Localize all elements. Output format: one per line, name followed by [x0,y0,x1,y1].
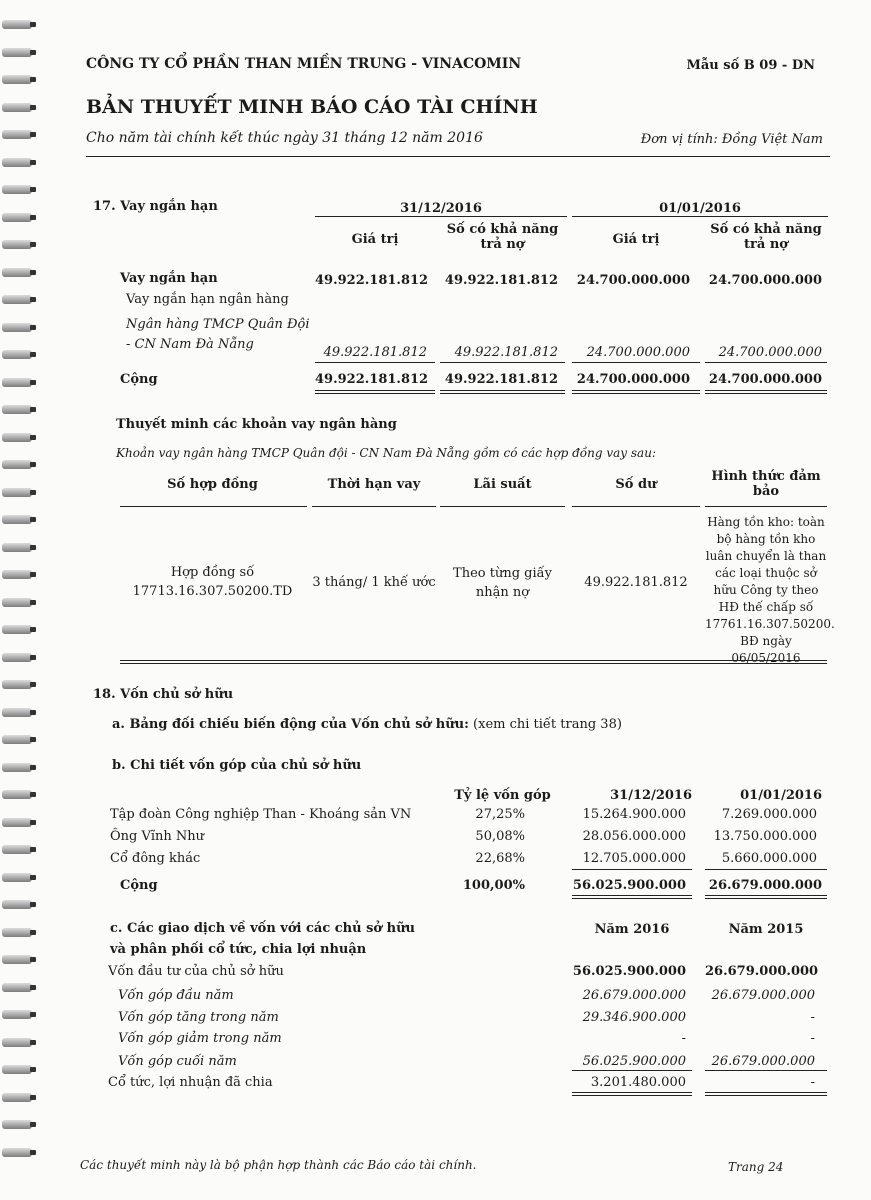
section-17-title: 17. Vay ngắn hạn [93,199,218,214]
s17-sum-line-2 [440,362,565,363]
spiral-ring [2,295,32,304]
s18-b-h-ratio: Tỷ lệ vốn góp [454,788,551,803]
s17-sum-line-1 [315,362,435,363]
s18-c-sum-line-1 [572,1070,692,1071]
s17-total-dbl-4 [705,390,827,394]
spiral-ring [2,433,32,442]
s18-b-title: b. Chi tiết vốn góp của chủ sở hữu [112,758,362,773]
s17-col-pay-1: Số có khả năng trả nợ [446,222,559,252]
b-row-v2: 13.750.000.000 [713,829,817,844]
s17-row-main-label: Vay ngắn hạn [120,271,218,286]
b-row-v1: 12.705.000.000 [582,851,686,866]
s17-notes-intro: Khoản vay ngân hàng TMCP Quân đội - CN Nam Đà Nẵng gồm có các hợp đồng vay sau: [116,446,656,460]
loan-head-line-1 [120,506,307,507]
spiral-ring [2,48,32,57]
spiral-ring [2,625,32,634]
spiral-ring [2,570,32,579]
loan-balance: 49.922.181.812 [584,575,688,590]
s17-total-v1: 49.922.181.812 [315,372,429,387]
s17-total-dbl-2 [440,390,565,394]
spiral-ring [2,378,32,387]
currency-unit: Đơn vị tính: Đồng Việt Nam [640,132,823,147]
spiral-ring [2,213,32,222]
s17-row-main-v4: 24.700.000.000 [708,273,822,288]
loan-h-balance: Số dư [615,477,657,492]
section-18-title: 18. Vốn chủ sở hữu [93,687,234,702]
s18-b-sum-line-2 [705,869,827,870]
c-row-label: Cổ tức, lợi nhuận đã chia [108,1075,273,1090]
s18-b-total-v2: 26.679.000.000 [708,878,822,893]
s17-date2-line [572,216,828,217]
s18-c-total-dbl-1 [572,1092,692,1096]
footer-note: Các thuyết minh này là bộ phận hợp thành các Báo cáo tài chính. [80,1158,477,1172]
s17-bank-v3: 24.700.000.000 [586,345,690,360]
b-row-ratio: 22,68% [475,851,525,866]
s17-col-value-2: Giá trị [612,232,660,247]
spiral-ring [2,598,32,607]
spiral-binding [0,0,40,1200]
b-row-v1: 28.056.000.000 [582,829,686,844]
c-row-v1: 26.679.000.000 [582,988,686,1003]
s17-date1: 31/12/2016 [400,201,482,216]
s17-bank-label-2: - CN Nam Đà Nẵng [126,337,254,352]
spiral-ring [2,1120,32,1129]
spiral-ring [2,515,32,524]
spiral-ring [2,763,32,772]
s18-c-title-1: c. Các giao dịch về vốn với các chủ sở hữu [110,921,415,936]
spiral-ring [2,75,32,84]
c-row-v1: 29.346.900.000 [582,1010,686,1025]
loan-collateral: Hàng tồn kho: toàn bộ hàng tồn kho luân chuyển là than các loại thuộc sở hữu Công ty theo HĐ thế chấp số 17761.16.307.50200. BĐ ngày 06/05/2016 [705,515,835,665]
s17-bank-label-1: Ngân hàng TMCP Quân Đội [126,317,310,332]
spiral-ring [2,873,32,882]
s18-c-h-2015: Năm 2015 [728,922,804,937]
loan-table-bottom [120,660,827,664]
loan-h-rate: Lãi suất [473,477,532,492]
spiral-ring [2,460,32,469]
s17-total-dbl-3 [572,390,700,394]
s18-b-sum-line-1 [572,869,692,870]
c-row-v2: 26.679.000.000 [711,988,815,1003]
spiral-ring [2,323,32,332]
report-period: Cho năm tài chính kết thúc ngày 31 tháng 12 năm 2016 [86,130,483,146]
c-row-v2: - [810,1010,815,1025]
c-row-v1: 3.201.480.000 [590,1075,686,1090]
spiral-ring [2,268,32,277]
header-divider [86,156,830,157]
spiral-ring [2,653,32,662]
spiral-ring [2,680,32,689]
s18-b-total-label: Cộng [120,878,158,893]
c-row-v2: - [810,1031,815,1046]
spiral-ring [2,103,32,112]
spiral-ring [2,1038,32,1047]
s18-b-h-date1: 31/12/2016 [610,788,692,803]
c-row-v2: 26.679.000.000 [705,964,819,979]
s18-b-total-v1: 56.025.900.000 [572,878,686,893]
s17-notes-title: Thuyết minh các khoản vay ngân hàng [116,417,397,432]
spiral-ring [2,983,32,992]
s17-sum-line-4 [705,362,827,363]
s18-c-title-2: và phân phối cổ tức, chia lợi nhuận [110,942,367,957]
loan-head-line-3 [440,506,565,507]
loan-contract: Hợp đồng số 17713.16.307.50200.TD [132,565,293,599]
spiral-ring [2,845,32,854]
loan-h-contract: Số hợp đồng [167,477,258,492]
spiral-ring [2,488,32,497]
s17-total-v2: 49.922.181.812 [444,372,558,387]
s18-b-total-dbl-2 [705,895,827,899]
spiral-ring [2,818,32,827]
s18-c-total-dbl-2 [705,1092,827,1096]
loan-head-line-4 [572,506,700,507]
page-title: BẢN THUYẾT MINH BÁO CÁO TÀI CHÍNH [86,96,538,118]
s17-bank-v4: 24.700.000.000 [718,345,822,360]
spiral-ring [2,790,32,799]
spiral-ring [2,708,32,717]
spiral-ring [2,955,32,964]
spiral-ring [2,1010,32,1019]
spiral-ring [2,900,32,909]
b-row-ratio: 27,25% [475,807,525,822]
s18-a-title: a. Bảng đối chiếu biến động của Vốn chủ sở hữu: [112,717,469,732]
s17-row-sub-label: Vay ngắn hạn ngân hàng [126,292,289,307]
spiral-ring [2,1065,32,1074]
s17-sum-line-3 [572,362,700,363]
s18-c-sum-line-2 [705,1070,827,1071]
spiral-ring [2,20,32,29]
spiral-ring [2,1093,32,1102]
s17-row-main-v3: 24.700.000.000 [576,273,690,288]
spiral-ring [2,350,32,359]
b-row-label: Tập đoàn Công nghiệp Than - Khoáng sản VN [110,807,412,822]
s17-total-label: Cộng [120,372,158,387]
s17-date1-line [315,216,567,217]
s17-date2: 01/01/2016 [659,201,741,216]
s17-col-pay-2: Số có khả năng trả nợ [710,222,822,252]
spiral-ring [2,405,32,414]
c-row-label: Vốn góp tăng trong năm [118,1010,279,1025]
form-number: Mẫu số B 09 - DN [686,58,815,73]
b-row-label: Cổ đông khác [110,851,201,866]
c-row-v2: - [810,1075,815,1090]
spiral-ring [2,130,32,139]
s18-a-note: (xem chi tiết trang 38) [473,717,622,732]
c-row-v1: - [681,1031,686,1046]
s17-row-main-v2: 49.922.181.812 [444,273,558,288]
spiral-ring [2,543,32,552]
loan-head-line-5 [705,506,827,507]
loan-h-term: Thời hạn vay [327,477,421,492]
spiral-ring [2,928,32,937]
b-row-label: Ông Vĩnh Như [110,829,205,844]
loan-h-collateral: Hình thức đảm bảo [711,469,821,499]
s17-row-main-v1: 49.922.181.812 [315,273,429,288]
c-row-label: Vốn góp giảm trong năm [118,1031,282,1046]
s18-c-h-2016: Năm 2016 [594,922,670,937]
spiral-ring [2,1148,32,1157]
c-row-label: Vốn đầu tư của chủ sở hữu [108,964,284,979]
b-row-v2: 7.269.000.000 [721,807,817,822]
s17-bank-v1: 49.922.181.812 [323,345,427,360]
spiral-ring [2,158,32,167]
loan-term: 3 tháng/ 1 khế ước [312,575,436,590]
s17-total-dbl-1 [315,390,435,394]
s18-b-total-ratio: 100,00% [462,878,525,893]
s17-col-value-1: Giá trị [351,232,399,247]
b-row-v1: 15.264.900.000 [582,807,686,822]
spiral-ring [2,735,32,744]
c-row-v1: 56.025.900.000 [572,964,686,979]
b-row-ratio: 50,08% [475,829,525,844]
spiral-ring [2,185,32,194]
s18-b-h-date2: 01/01/2016 [740,788,822,803]
c-row-v1: 56.025.900.000 [582,1054,686,1069]
loan-head-line-2 [312,506,436,507]
s17-total-v3: 24.700.000.000 [576,372,690,387]
loan-rate: Theo từng giấy nhận nợ [453,566,552,600]
s17-total-v4: 24.700.000.000 [708,372,822,387]
s18-b-total-dbl-1 [572,895,692,899]
s17-bank-v2: 49.922.181.812 [454,345,558,360]
spiral-ring [2,240,32,249]
company-name: CÔNG TY CỔ PHẦN THAN MIỀN TRUNG - VINACOMIN [86,56,522,72]
c-row-v2: 26.679.000.000 [711,1054,815,1069]
b-row-v2: 5.660.000.000 [721,851,817,866]
page-number: Trang 24 [728,1160,784,1174]
c-row-label: Vốn góp đầu năm [118,988,234,1003]
c-row-label: Vốn góp cuối năm [118,1054,237,1069]
